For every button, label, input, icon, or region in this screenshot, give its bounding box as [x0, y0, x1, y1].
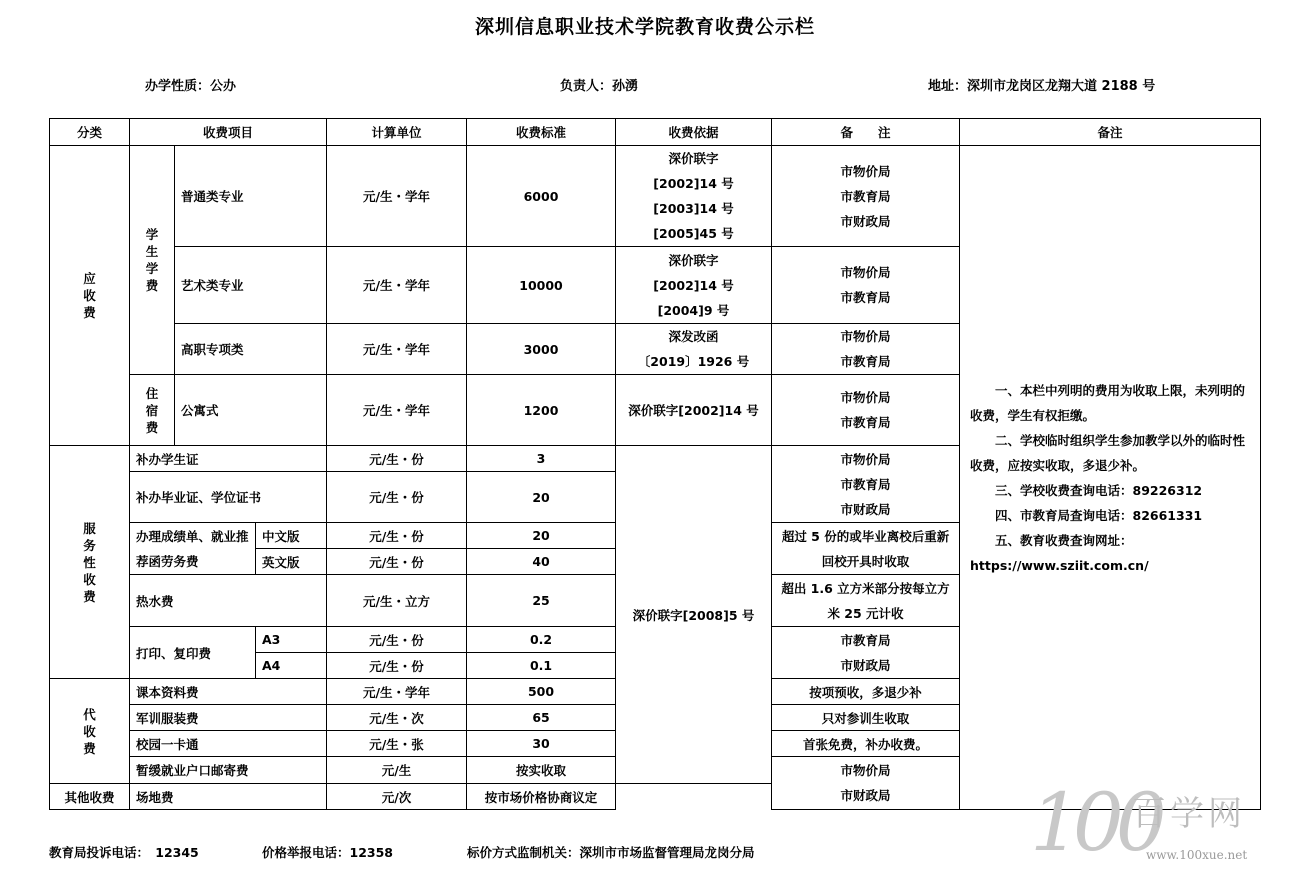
item-name: 补办毕业证、学位证书 — [130, 472, 327, 523]
price-report-phone: 价格举报电话：12358 — [262, 845, 393, 860]
standard: 0.1 — [467, 653, 616, 679]
item-name: 校园一卡通 — [130, 731, 327, 757]
basis: 深价联字[2002]14 号 — [616, 375, 772, 446]
item-name: 场地费 — [130, 784, 327, 810]
unit: 元/生・份 — [327, 627, 467, 653]
supervisor: 标价方式监制机关：深圳市市场监督管理局龙岗分局 — [467, 845, 755, 860]
note-5: 五、教育收费查询网址： — [995, 532, 1133, 548]
item-name: 艺术类专业 — [175, 247, 327, 324]
remark: 市物价局 市教育局 — [772, 375, 960, 446]
standard: 500 — [467, 679, 616, 705]
item-name: 课本资料费 — [130, 679, 327, 705]
standard: 20 — [467, 472, 616, 523]
remark: 超过 5 份的或毕业离校后重新回校开具时收取 — [772, 523, 960, 575]
item-name: 补办学生证 — [130, 446, 327, 472]
basis: 深价联字 [2002]14 号 [2003]14 号 [2005]45 号 — [616, 146, 772, 247]
standard: 按市场价格协商议定 — [467, 784, 616, 810]
group-fuwu: 服务性收费 — [50, 446, 130, 679]
group-daishou: 代收费 — [50, 679, 130, 784]
unit: 元/生・立方 — [327, 575, 467, 627]
item-name: 打印、复印费 — [130, 627, 256, 679]
header-category: 分类 — [50, 119, 130, 146]
group-zhusu: 住宿费 — [130, 375, 175, 446]
unit: 元/生・份 — [327, 549, 467, 575]
standard: 65 — [467, 705, 616, 731]
fee-table — [49, 118, 1261, 810]
school-nature: 办学性质：公办 — [145, 79, 237, 94]
note-2: 二、学校临时组织学生参加教学以外的临时性收费，应按实收取，多退少补。 — [970, 432, 1246, 473]
item-name: 高职专项类 — [175, 324, 327, 375]
sub-item: 中文版 — [256, 523, 327, 549]
basis: 深价联字 [2002]14 号 [2004]9 号 — [616, 247, 772, 324]
remark: 市物价局 市教育局 — [772, 247, 960, 324]
item-name: 普通类专业 — [175, 146, 327, 247]
remark: 市物价局 市教育局 — [772, 324, 960, 375]
standard: 20 — [467, 523, 616, 549]
standard: 40 — [467, 549, 616, 575]
note-1: 一、本栏中列明的费用为收取上限，未列明的收费，学生有权拒缴。 — [970, 382, 1246, 423]
header-standard: 收费标准 — [467, 119, 616, 146]
standard: 3 — [467, 446, 616, 472]
service-basis: 深价联字[2008]5 号 — [616, 446, 772, 784]
standard: 0.2 — [467, 627, 616, 653]
item-name: 办理成绩单、就业推荐函劳务费 — [130, 523, 256, 575]
remark: 首张免费，补办收费。 — [772, 731, 960, 757]
watermark-logo — [1030, 778, 1285, 878]
header-remark: 备 注 — [772, 119, 960, 146]
sub-item: A3 — [256, 627, 327, 653]
standard: 25 — [467, 575, 616, 627]
group-xuefei: 学生学费 — [130, 146, 175, 375]
watermark-number: 100 — [1030, 776, 1159, 869]
note-3: 三、学校收费查询电话：89226312 — [995, 482, 1203, 498]
person-in-charge: 负责人：孙湧 — [560, 79, 639, 94]
unit: 元/生・学年 — [327, 324, 467, 375]
unit: 元/生・份 — [327, 446, 467, 472]
item-name: 热水费 — [130, 575, 327, 627]
header-unit: 计算单位 — [327, 119, 467, 146]
sub-item: A4 — [256, 653, 327, 679]
item-name: 暂缓就业户口邮寄费 — [130, 757, 327, 784]
unit: 元/生 — [327, 757, 467, 784]
standard: 10000 — [467, 247, 616, 324]
note-4: 四、市教育局查询电话：82661331 — [995, 507, 1203, 523]
unit: 元/次 — [327, 784, 467, 810]
remark: 只对参训生收取 — [772, 705, 960, 731]
standard: 3000 — [467, 324, 616, 375]
standard: 6000 — [467, 146, 616, 247]
watermark-site-name: 百学网 — [1132, 794, 1246, 834]
remark: 市物价局 市教育局 市财政局 — [772, 446, 960, 523]
remark: 市教育局 市财政局 — [772, 627, 960, 679]
page-title: 深圳信息职业技术学院教育收费公示栏 — [474, 16, 815, 38]
complaint-phone: 教育局投诉电话： 12345 — [49, 845, 199, 860]
item-name: 军训服装费 — [130, 705, 327, 731]
sub-item: 英文版 — [256, 549, 327, 575]
header-notes: 备注 — [960, 119, 1261, 146]
unit: 元/生・学年 — [327, 146, 467, 247]
table-row — [50, 146, 1261, 247]
watermark-url: www.100xue.net — [1146, 848, 1248, 862]
remark: 市物价局 市教育局 市财政局 — [772, 146, 960, 247]
unit: 元/生・学年 — [327, 679, 467, 705]
group-qita: 其他收费 — [50, 784, 130, 810]
item-name: 公寓式 — [175, 375, 327, 446]
unit: 元/生・份 — [327, 523, 467, 549]
unit: 元/生・次 — [327, 705, 467, 731]
unit: 元/生・学年 — [327, 247, 467, 324]
standard: 1200 — [467, 375, 616, 446]
notes-panel — [960, 146, 1261, 810]
basis: 深发改函 〔2019〕1926 号 — [616, 324, 772, 375]
unit: 元/生・份 — [327, 472, 467, 523]
standard: 30 — [467, 731, 616, 757]
note-url: https://www.sziit.com.cn/ — [970, 557, 1149, 573]
header-item: 收费项目 — [130, 119, 327, 146]
remark: 按项预收，多退少补 — [772, 679, 960, 705]
school-address: 地址：深圳市龙岗区龙翔大道 2188 号 — [928, 79, 1156, 94]
group-ying: 应收费 — [50, 146, 130, 446]
unit: 元/生・学年 — [327, 375, 467, 446]
unit: 元/生・份 — [327, 653, 467, 679]
table-header-row — [50, 119, 1261, 146]
header-basis: 收费依据 — [616, 119, 772, 146]
remark: 超出 1.6 立方米部分按每立方米 25 元计收 — [772, 575, 960, 627]
standard: 按实收取 — [467, 757, 616, 784]
unit: 元/生・张 — [327, 731, 467, 757]
remark: 市物价局 市财政局 — [772, 757, 960, 810]
